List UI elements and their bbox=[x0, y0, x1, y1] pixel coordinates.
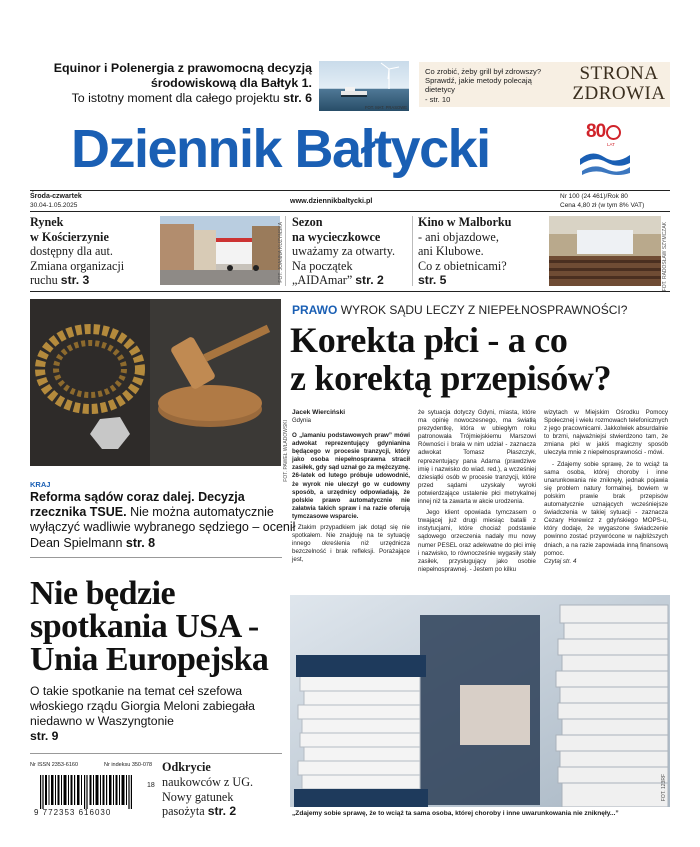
gavel-photo bbox=[30, 299, 281, 466]
masthead-title[interactable]: Dziennik Bałtycki bbox=[71, 119, 490, 179]
teaser-sezon[interactable] bbox=[292, 215, 410, 288]
usa-page: str. 9 bbox=[30, 729, 59, 743]
strona-zdrowia-logo bbox=[571, 64, 667, 104]
anniversary-badge bbox=[580, 121, 632, 179]
main-column-3 bbox=[544, 409, 668, 569]
anniversary-label: LAT bbox=[607, 142, 615, 147]
dateline-price: Cena 4,80 zł (w tym 8% VAT) bbox=[560, 202, 645, 209]
odkrycie-line1: Odkrycie bbox=[162, 760, 211, 774]
logo-strona: STRONA bbox=[579, 63, 659, 84]
odkrycie-line4: pasożyta bbox=[162, 804, 205, 819]
main-column-1 bbox=[292, 432, 410, 568]
main-photo-caption: „Zdajemy sobie sprawę, że to wciąż ta sama osoba, której choroby i inne uwarunkowania nie zniknęły...” bbox=[292, 810, 619, 817]
teaser-sezon-line1: Sezon bbox=[292, 215, 323, 229]
dateline-days: Środa-czwartek bbox=[30, 193, 82, 200]
odkrycie-page: str. 2 bbox=[207, 804, 237, 819]
teaser-kino-credit: FOT. RADOSŁAW SZYMCZAK bbox=[662, 222, 668, 292]
logo-zdrowia: ZDROWIA bbox=[572, 83, 666, 104]
teaser-rynek-line4: Zmiana organizacji bbox=[30, 258, 125, 273]
usa-headline-line3: Unia Europejska bbox=[30, 641, 269, 678]
health-box-line3: dietetycy bbox=[425, 85, 455, 95]
dateline-issue: Nr 100 (24 461)/Rok 80 bbox=[560, 193, 628, 200]
health-box[interactable] bbox=[419, 62, 670, 107]
odkrycie-line3: Nowy gatunek bbox=[162, 789, 234, 804]
teaser-rynek-page: str. 3 bbox=[60, 273, 90, 288]
kraj-story[interactable] bbox=[30, 490, 296, 551]
dateline-date: 30.04-1.05.2025 bbox=[30, 202, 78, 209]
usa-body-line3: niedawno w Waszyngtonie bbox=[30, 714, 174, 728]
main-kicker-section: PRAWO bbox=[292, 303, 338, 317]
anniversary-circle bbox=[606, 125, 621, 140]
kraj-page: str. 8 bbox=[125, 535, 156, 550]
kraj-body-inline: Nie można automatycznie bbox=[130, 505, 274, 520]
usa-headline-line2: spotkania USA - bbox=[30, 608, 259, 645]
barcode-digits: 9 772353 616030 bbox=[34, 808, 112, 817]
cinema-photo bbox=[549, 216, 661, 286]
health-box-line2: Sprawdź, jakie metody polecają bbox=[425, 76, 532, 86]
dateline-url[interactable]: www.dziennikbaltycki.pl bbox=[290, 196, 373, 205]
main-col2-p2: Jego klient opowiada tymczasem o trwającej już drugi miesiąc batalii z instytucjami, które chociaż podstawie sądowego orzeczenia nadały mu nowy numer PESEL oraz adekwatne do płci imię i nazwisko, to równocześnie wygasiły stały zasiłek, przysługujący jako osobie niepełnosprawnej. - Jestem po kilku bbox=[418, 509, 536, 573]
health-box-page: - str. 10 bbox=[425, 94, 451, 104]
main-lead: O „lamaniu podstawowych praw” mówi adwokat reprezentujący gdynianina będącego w procesie tranzycji, który jako osoba niepełnosprawna stracił zasiłek, gdy sąd uznał go za mężczyznę. 26-latek od lutego próbuje udowodnić, że wyrok nie uleczył go w cudowny sposób, a urzędnicy odpowiadają, że polskie prawo automatycznie nie załatwia takich spraw i na razie oferują tymczasowe wsparcie. bbox=[292, 432, 410, 520]
issn-number: Nr ISSN 2353-6160 bbox=[30, 762, 78, 768]
top-teaser[interactable] bbox=[40, 61, 312, 106]
usa-body-line2: włoskiego rządu Giorgia Meloni zabiegała bbox=[30, 699, 255, 713]
main-kicker bbox=[292, 303, 627, 317]
main-col2-p1: że sytuacja dotyczy Gdyni, miasta, które ma opinię nowoczesnego, ma światłą prezydentkę, która w ubiegłym roku patronowała Trójmiejskiemu Marszowi Równości i brała w nim udział - zaznacza adwokat Tomasz Płaszczyk, reprezentujący pana Adama (prawdziwe imię i nazwisko do wiad. red.), a wcześniej dziesiątki osób w procesie tranzycji, które przed sądami uzyskały wyroki potwierdzające ustalenie płci metrykalnej innej niż ta zawarta w akcie urodzenia. bbox=[418, 409, 536, 506]
main-headline[interactable] bbox=[290, 321, 670, 397]
rynek-photo bbox=[160, 216, 280, 285]
health-box-line1: Co zrobić, żeby grill był zdrowszy? bbox=[425, 67, 542, 76]
top-teaser-line2: środowiskową dla Bałtyk 1. bbox=[150, 76, 312, 90]
gavel-photo-credit: FOT. PAWEŁ WŁADOWSKI bbox=[283, 420, 289, 482]
barcode-suffix: 18 bbox=[147, 782, 155, 789]
usa-story-body bbox=[30, 684, 288, 744]
teaser-kino-line3: ani Klubowe. bbox=[418, 244, 484, 259]
teaser-kino-line1: Kino w Malborku bbox=[418, 215, 512, 229]
main-headline-line2: z korektą przepisów? bbox=[290, 358, 612, 398]
top-teaser-line1: Equinor i Polenergia z prawomocną decyzją bbox=[53, 61, 312, 75]
dateline-bottom-rule bbox=[30, 211, 670, 212]
usa-headline-line1: Nie będzie bbox=[30, 575, 176, 612]
odkrycie-teaser[interactable] bbox=[162, 760, 287, 819]
teaser-rynek-line1: Rynek bbox=[30, 215, 64, 229]
teaser-kino-page: str. 5 bbox=[418, 273, 447, 288]
teaser-sezon-line4: Na początek bbox=[292, 258, 353, 273]
anniversary-number: 80 bbox=[586, 121, 606, 142]
main-city: Gdynia bbox=[292, 418, 312, 424]
main-col3-p2: - Zdajemy sobie sprawę, że to wciąż ta sama osoba, której choroby i inne unarunkowania nie zniknęły, jednak pojawia się problem natury formalnej, bowiem w polskim prawie brak przepisów automatycznie uznających wcześniejsze świadczenia w takiej sytuacji - zaznacza Cezary Horewicz z gdyńskiego MOPS-u, który dodaje, że wygaszone świadczenie powinno zostać przywrócone w najbliższych dniach, a na razie zapowiada inną finansową pomoc. bbox=[544, 460, 668, 557]
main-read-more[interactable]: Czytaj str. 4 bbox=[544, 557, 577, 565]
teaser-sezon-credit: FOT. JOANNA KUZYNSKA bbox=[278, 222, 284, 283]
wind-farm-photo bbox=[319, 61, 409, 111]
teaser-rynek-line3: dostępny dla aut. bbox=[30, 244, 113, 259]
teaser-sezon-line2: na wycieczkowce bbox=[292, 229, 381, 244]
kraj-kicker: KRAJ bbox=[30, 480, 51, 489]
index-number: Nr indeksu 350-078 bbox=[104, 762, 153, 768]
usa-story-headline[interactable] bbox=[30, 577, 288, 676]
teaser-kino-line2: - ani objazdowe, bbox=[418, 229, 499, 244]
kraj-headline-line2: rzecznika TSUE. bbox=[30, 505, 127, 520]
main-kicker-question: WYROK SĄDU LECZY Z NIEPEŁNOSPRAWNOŚCI? bbox=[340, 303, 628, 317]
kraj-body-line2: wyłączyć wadliwie wybranego sędziego – ocenił bbox=[30, 520, 296, 535]
teaser-rynek[interactable] bbox=[30, 215, 160, 288]
kraj-headline-line1: Reforma sądów coraz dalej. Decyzja bbox=[30, 490, 245, 504]
main-headline-line1: Korekta płci - a co bbox=[290, 320, 568, 360]
kraj-body-line3: Dean Spielmann bbox=[30, 535, 123, 550]
top-teaser-page: str. 6 bbox=[283, 91, 312, 105]
teaser-sezon-line3: uważamy za otwarty. bbox=[292, 244, 396, 259]
teaser-rynek-line5: ruchu bbox=[30, 273, 58, 288]
main-col1-p2: - Ztakim przypadkiem jak dotąd się nie spotkałem. Nie znajduję na te sytuację innego określenia niż urzędnicza bezczelność i brak refleksji. Porażające jest, bbox=[292, 524, 410, 564]
wind-farm-credit: FOT. MAT. PRASOWE bbox=[364, 105, 407, 110]
documents-photo bbox=[290, 595, 670, 807]
odkrycie-line2: naukowców z UG. bbox=[162, 774, 254, 789]
top-teaser-line3: To istotny moment dla całego projektu bbox=[71, 91, 280, 105]
teaser-kino[interactable] bbox=[418, 215, 548, 288]
teaser-kino-line4: Co z obietnicami? bbox=[418, 258, 507, 273]
teaser-sezon-page: str. 2 bbox=[355, 273, 384, 288]
main-author: Jacek Wierciński bbox=[292, 409, 346, 416]
teaser-rynek-line2: w Kościerzynie bbox=[30, 229, 109, 244]
wave-icon bbox=[580, 149, 630, 177]
usa-body-line1: O takie spotkanie na temat ceł szefowa bbox=[30, 684, 243, 698]
main-column-2 bbox=[418, 409, 536, 577]
teaser-sezon-line5: „AIDAmar” bbox=[292, 273, 353, 288]
documents-photo-credit: FOT. 123RF bbox=[661, 773, 667, 801]
main-col3-p1: wizytach w Miejskim Ośrodku Pomocy Społecznej i wielu rozmowach telefonicznych z jego pracownicami. Jakkolwiek absurdalnie to brzmi, najważniejsi stwierdzono tam, że zmiana płci w jakiś magiczny sposób uleczyła mnie z niepełnosprawności - mówi. bbox=[544, 409, 668, 457]
dateline-top-rule bbox=[30, 190, 670, 191]
